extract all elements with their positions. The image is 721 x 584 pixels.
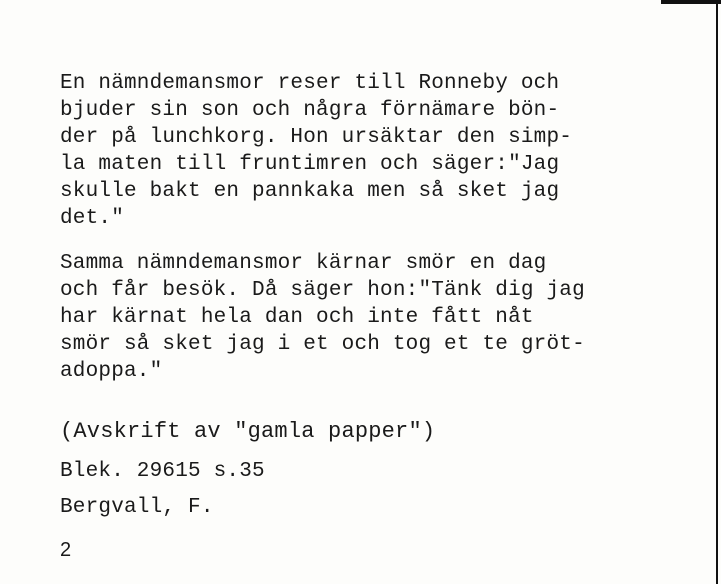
anecdote-paragraph-1	[60, 70, 572, 232]
card-right-edge	[716, 0, 718, 584]
text-line: Samma nämndemansmor kärnar smör en dag	[60, 252, 547, 275]
text-line: har kärnat hela dan och inte fått nåt	[60, 306, 534, 329]
text-line: En nämndemansmor reser till Ronneby och	[60, 72, 560, 95]
text-line: adoppa."	[60, 360, 163, 383]
page-number: 2	[60, 539, 72, 561]
archive-reference: Blek. 29615 s.35	[60, 460, 265, 483]
text-line: och får besök. Då säger hon:"Tänk dig jag	[60, 279, 585, 302]
text-line: la maten till fruntimren och säger:"Jag	[60, 153, 560, 176]
anecdote-paragraph-2	[60, 250, 585, 385]
text-line: smör så sket jag i et och tog et te gröt-	[60, 333, 585, 356]
card-top-edge	[661, 0, 721, 4]
text-line: det."	[60, 207, 125, 230]
text-line: skulle bakt en pannkaka men så sket jag	[60, 180, 560, 203]
text-line: der på lunchkorg. Hon ursäktar den simp-	[60, 126, 573, 149]
text-line: bjuder sin son och några förnämare bön-	[60, 99, 560, 122]
source-note: (Avskrift av "gamla papper")	[60, 419, 436, 444]
author-name: Bergvall, F.	[60, 496, 214, 519]
